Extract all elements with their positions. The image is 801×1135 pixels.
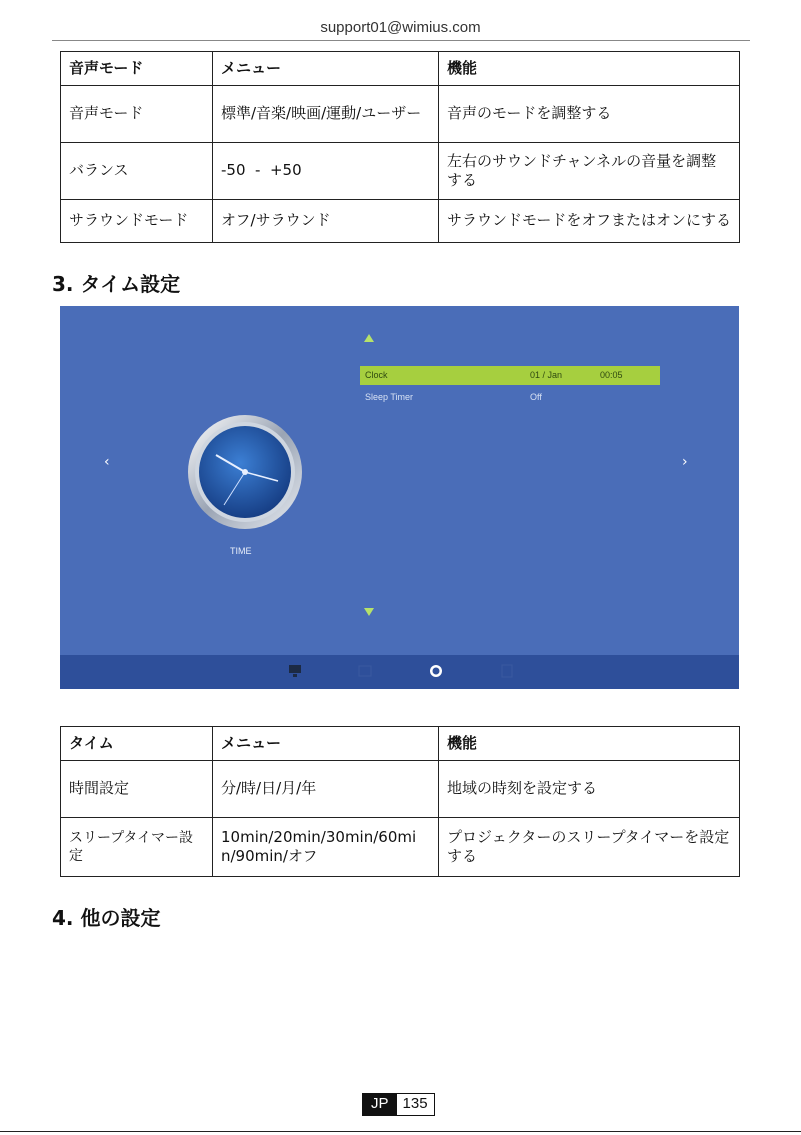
table-cell: 音声のモードを調整する (439, 86, 740, 143)
table-cell: オフ/サラウンド (213, 200, 439, 243)
table-row (61, 761, 740, 818)
section-heading-time: 3. タイム設定 (52, 272, 181, 296)
sound-settings-table (60, 51, 740, 243)
table-header-cell: 音声モード (61, 52, 213, 86)
table-row (61, 200, 740, 243)
page-number: 135 (397, 1094, 434, 1115)
table-row (61, 143, 740, 200)
footer-rule (0, 1131, 801, 1132)
settings-icon[interactable] (500, 663, 514, 679)
table-header-cell: メニュー (213, 52, 439, 86)
table-cell: 10min/20min/30min/60min/90min/オフ (213, 818, 439, 877)
picture-icon[interactable] (288, 663, 302, 679)
chevron-right-icon[interactable]: › (682, 454, 688, 470)
arrow-up-icon (364, 334, 374, 342)
header-email: support01@wimius.com (320, 19, 481, 36)
table-cell: サラウンドモード (61, 200, 213, 243)
menu-item-value: Off (530, 392, 542, 402)
table-row (61, 818, 740, 877)
menu-item-label: Clock (365, 370, 388, 380)
language-label: JP (363, 1094, 397, 1115)
table-cell: 分/時/日/月/年 (213, 761, 439, 818)
table-cell: 左右のサウンドチャンネルの音量を調整する (439, 143, 740, 200)
table-header-cell: 機能 (439, 727, 740, 761)
clock-icon (186, 413, 304, 531)
time-caption: TIME (230, 546, 252, 556)
table-cell: 標準/音楽/映画/運動/ユーザー (213, 86, 439, 143)
table-cell: サラウンドモードをオフまたはオンにする (439, 200, 740, 243)
section-heading-other: 4. 他の設定 (52, 906, 161, 930)
table-header-cell: メニュー (213, 727, 439, 761)
time-settings-screenshot (60, 306, 739, 689)
page-number-badge (362, 1093, 435, 1116)
chevron-left-icon[interactable]: ‹ (104, 454, 110, 470)
table-row (61, 86, 740, 143)
table-cell: 時間設定 (61, 761, 213, 818)
time-icon[interactable] (429, 663, 443, 679)
table-cell: 音声モード (61, 86, 213, 143)
table-header-cell: 機能 (439, 52, 740, 86)
table-cell: バランス (61, 143, 213, 200)
menu-item-sleep-timer[interactable] (360, 388, 660, 407)
table-header-cell: タイム (61, 727, 213, 761)
table-cell: プロジェクターのスリープタイマーを設定する (439, 818, 740, 877)
table-cell: 地域の時刻を設定する (439, 761, 740, 818)
table-cell: スリープタイマー設定 (61, 818, 213, 877)
menu-item-value: 01 / Jan (530, 370, 563, 380)
menu-item-value: 00:05 (600, 370, 623, 380)
header-rule (52, 40, 750, 41)
time-settings-table (60, 726, 740, 877)
table-cell: -50 - +50 (213, 143, 439, 200)
menu-item-clock[interactable] (360, 366, 660, 385)
menu-item-label: Sleep Timer (365, 392, 414, 402)
sound-icon[interactable] (358, 663, 372, 679)
arrow-down-icon (364, 608, 374, 616)
bottom-menu-bar (60, 655, 739, 689)
